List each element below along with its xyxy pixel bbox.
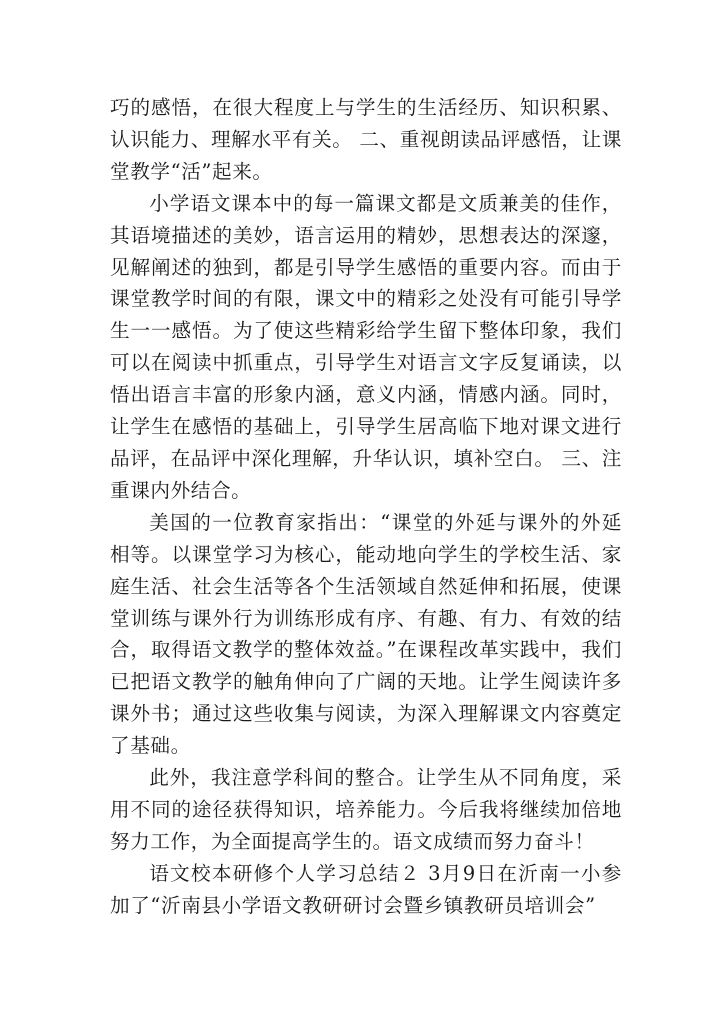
document-page bbox=[110, 92, 622, 922]
paragraph-5: 语文校本研修个人学习总结２ 3月9日在沂南一小参加了“沂南县小学语文教研研讨会暨乡镇教研员培训会” bbox=[110, 861, 622, 917]
paragraph-2: 小学语文课本中的每一篇课文都是文质兼美的佳作，其语境描述的美妙，语言运用的精妙，思想表达的深邃，见解阐述的独到，都是引导学生感悟的重要内容。而由于课堂教学时间的有限，课文中的精彩之处没有可能引导学生一一感悟。为了使这些精彩给学生留下整体印象，我们可以在阅读中抓重点，引导学生对语言文字反复诵读，以悟出语言丰富的形象内涵，意义内涵，情感内涵。同时，让学生在感悟的基础上，引导学生居高临下地对课文进行品评，在品评中深化理解，升华认识，填补空白。 三、注重课内外结合。 bbox=[110, 191, 622, 502]
paragraph-1: 巧的感悟，在很大程度上与学生的生活经历、知识积累、认识能力、理解水平有关。 二、重视朗读品评感悟，让课堂教学“活”起来。 bbox=[110, 96, 622, 183]
paragraph-4: 此外，我注意学科间的整合。让学生从不同角度，采用不同的途径获得知识，培养能力。今后我将继续加倍地努力工作，为全面提高学生的。语文成绩而努力奋斗！ bbox=[110, 766, 622, 853]
paragraph-3: 美国的一位教育家指出：“课堂的外延与课外的外延相等。以课堂学习为核心，能动地向学生的学校生活、家庭生活、社会生活等各个生活领域自然延伸和拓展，使课堂训练与课外行为训练形成有序、有趣、有力、有效的结合，取得语文教学的整体效益。”在课程改革实践中，我们已把语文教学的触角伸向了广阔的天地。让学生阅读许多课外书；通过这些收集与阅读，为深入理解课文内容奠定了基础。 bbox=[110, 510, 622, 758]
